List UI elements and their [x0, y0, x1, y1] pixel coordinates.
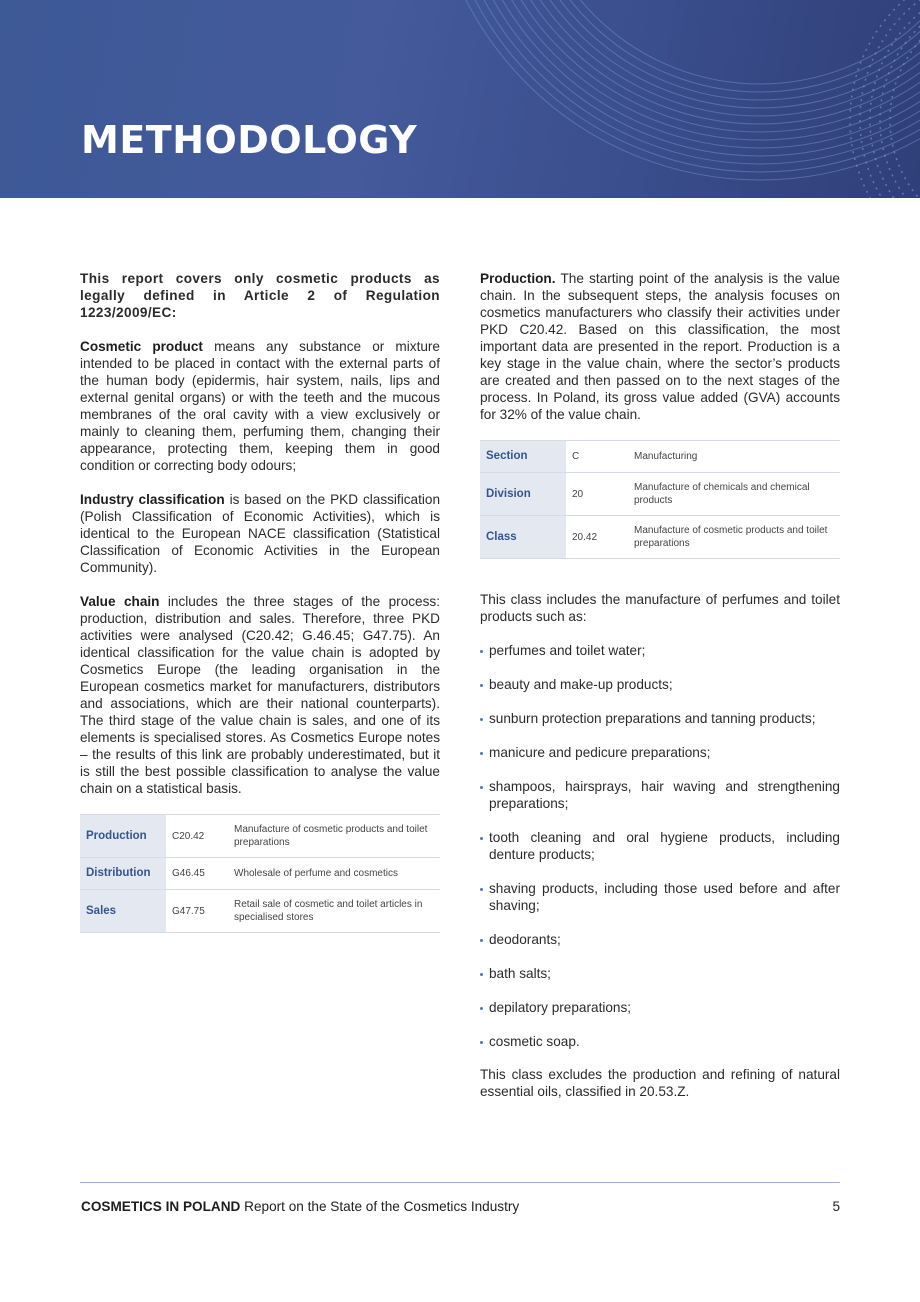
list-item: beauty and make-up products;: [480, 676, 840, 693]
decorative-arcs: [0, 0, 920, 198]
row-description: Retail sale of cosmetic and toilet articles in specialised stores: [228, 890, 440, 933]
row-label: Class: [480, 516, 566, 559]
row-code: 20.42: [566, 516, 628, 559]
paragraph-text: The starting point of the analysis is the value chain. In the subsequent steps, the analysis focuses on cosmetics manufacturers who classify their activities under PKD C20.42. Based on this classification, the most important data are presented in the report. Production is a key stage in the value chain, where the sector’s products are created and then passed on to the next stages of the process. In Poland, its gross value added (GVA) accounts for 32% of the value chain.: [480, 271, 840, 422]
row-label: Distribution: [80, 858, 166, 890]
row-code: C20.42: [166, 815, 228, 858]
paragraph-lead: Industry classification: [80, 492, 225, 507]
paragraph-lead: Cosmetic product: [80, 339, 203, 354]
table-row: [480, 473, 840, 516]
row-label: Production: [80, 815, 166, 858]
list-item: deodorants;: [480, 931, 840, 948]
paragraph-text: means any substance or mixture intended to be placed in contact with the external parts of the human body (epidermis, hair system, nails, lips and external genital organs) or with the teeth and the mucous membranes of the oral cavity with a view exclusively or mainly to cleaning them, perfuming them, changing their appearance, protecting them, keeping them in good condition or correcting body odours;: [80, 339, 440, 473]
paragraph-lead: Production.: [480, 271, 556, 286]
header-banner: [0, 0, 920, 198]
list-item: sunburn protection preparations and tanning products;: [480, 710, 840, 727]
class-excludes-paragraph: This class excludes the production and refining of natural essential oils, classified in 20.53.Z.: [480, 1067, 840, 1099]
list-item: perfumes and toilet water;: [480, 642, 840, 659]
table-row: [480, 441, 840, 473]
row-code: G47.75: [166, 890, 228, 933]
footer-divider: [80, 1182, 840, 1183]
row-code: 20: [566, 473, 628, 516]
list-item: depilatory preparations;: [480, 999, 840, 1016]
footer-subtitle: Report on the State of the Cosmetics Industry: [240, 1199, 520, 1214]
row-code: C: [566, 441, 628, 473]
list-item: tooth cleaning and oral hygiene products, including denture products;: [480, 829, 840, 863]
paragraph-text: is based on the PKD classification (Polish Classification of Economic Activities), which is identical to the European NACE classification (Statistical Classification of Economic Activities in the European Community).: [80, 492, 441, 575]
list-item: manicure and pedicure preparations;: [480, 744, 840, 761]
row-code: G46.45: [166, 858, 228, 890]
row-description: Manufacture of cosmetic products and toilet preparations: [628, 516, 840, 559]
list-item: shampoos, hairsprays, hair waving and strengthening preparations;: [480, 778, 840, 812]
row-description: Manufacture of chemicals and chemical products: [628, 473, 840, 516]
table-row: [80, 815, 440, 858]
paragraph-lead: Value chain: [80, 594, 160, 609]
production-paragraph: [480, 270, 840, 423]
left-column: [80, 270, 440, 933]
value-chain-table: [80, 814, 440, 933]
cosmetic-product-paragraph: [80, 338, 440, 474]
list-item: bath salts;: [480, 965, 840, 982]
intro-paragraph: This report covers only cosmetic products as legally defined in Article 2 of Regulation 1223/2009/EC:: [80, 271, 440, 320]
footer-title: [81, 1199, 519, 1214]
row-label: Division: [480, 473, 566, 516]
table-row: [80, 858, 440, 890]
product-list: [480, 642, 840, 1050]
row-description: Manufacturing: [628, 441, 840, 473]
right-column: [480, 270, 840, 1117]
industry-classification-paragraph: [80, 491, 440, 576]
row-label: Section: [480, 441, 566, 473]
row-description: Wholesale of perfume and cosmetics: [228, 858, 440, 890]
classification-table: [480, 440, 840, 559]
row-label: Sales: [80, 890, 166, 933]
paragraph-text: includes the three stages of the process: production, distribution and sales. Therefore, three PKD activities were analysed (C20.42; G.46.45; G47.75). An identical classification for the value chain is adopted by Cosmetics Europe (the leading organisation in the European cosmetics market for manufacturers, distributors and associations, which are their national counterparts). The third stage of the value chain is sales, and one of its elements is specialised stores. As Cosmetics Europe notes – the results of this link are probably underestimated, but it is still the best possible classification to analyse the value chain on a statistical basis.: [80, 594, 440, 796]
row-description: Manufacture of cosmetic products and toilet preparations: [228, 815, 440, 858]
table-row: [80, 890, 440, 933]
table-row: [480, 516, 840, 559]
list-item: cosmetic soap.: [480, 1033, 840, 1050]
list-item: shaving products, including those used before and after shaving;: [480, 880, 840, 914]
class-includes-paragraph: This class includes the manufacture of perfumes and toilet products such as:: [480, 592, 840, 624]
value-chain-paragraph: [80, 593, 440, 797]
footer-brand: COSMETICS IN POLAND: [81, 1199, 241, 1214]
page-number: 5: [832, 1199, 840, 1214]
page-title: METHODOLOGY: [81, 118, 418, 162]
